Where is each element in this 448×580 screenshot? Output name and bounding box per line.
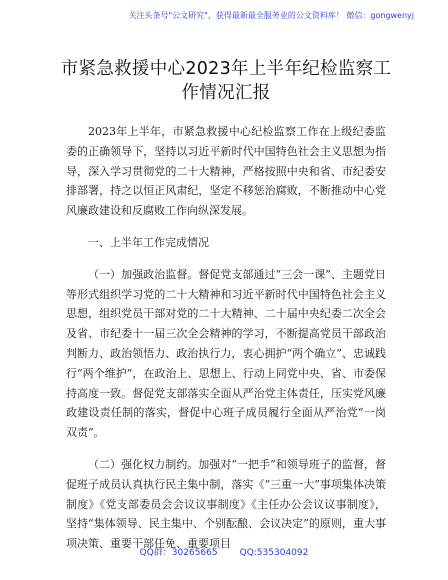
section-heading: 一、上半年工作完成情况	[88, 235, 209, 249]
paragraph-political-supervision: （一）加强政治监督。督促党支部通过“三会一课”、主题党日等形式组织学习党的二十大精神和习近平新时代中国特色社会主义思想，组织党员干部对党的二十大精神、二十届中央纪委二次全会及省、市纪委十一届三次全会精神的学习，不断提高党员干部政治判断力、政治领悟力、政治执行力，衷心拥护“两个确立”、忠诚践行“两个维护”，在政治上、思想上、行动上同党中央、省、市委保持高度一致。督促党支部落实全面从严治党主体责任，压实党风廉政建设责任制的落实，督促中心班子成员履行全面从严治党“一岗双责”。	[66, 267, 386, 440]
paragraph-intro: 2023年上半年，市紧急救援中心纪检监察工作在上级纪委监委的正确领导下，坚持以习近平新时代中国特色社会主义思想为指导，深入学习贯彻党的二十大精神，严格按照中央和省、市纪委安排部署，持之以恒正风肃纪，坚定不移惩治腐败，不断推动中心党风廉政建设和反腐败工作向纵深发展。	[66, 125, 386, 218]
header-promo-note: 关注头条号"公文研究"，获得最新最全服务业的公文资料库！ 微信：gongwenyj	[128, 11, 414, 20]
footer-qq: QQ:535304092	[239, 548, 309, 558]
document-body	[66, 122, 386, 554]
paragraph-power-restriction: （二）强化权力制约。加强对“一把手”和领导班子的监督，督促班子成员认真执行民主集中制，落实《“三重一大”事项集体决策制度》《党支部委员会会议议事制度》《主任办公会议议事制度》，坚持“集体领导、民主集中、个别酝酿、会议决定”的原则，重大事项决策、重要干部任免、重要项目	[66, 457, 386, 551]
document-title: 市紧急救援中心2023年上半年纪检监察工作情况汇报	[60, 59, 392, 103]
footer-qq-group: QQ群：30265665	[139, 548, 218, 558]
footer-contact	[0, 545, 448, 558]
